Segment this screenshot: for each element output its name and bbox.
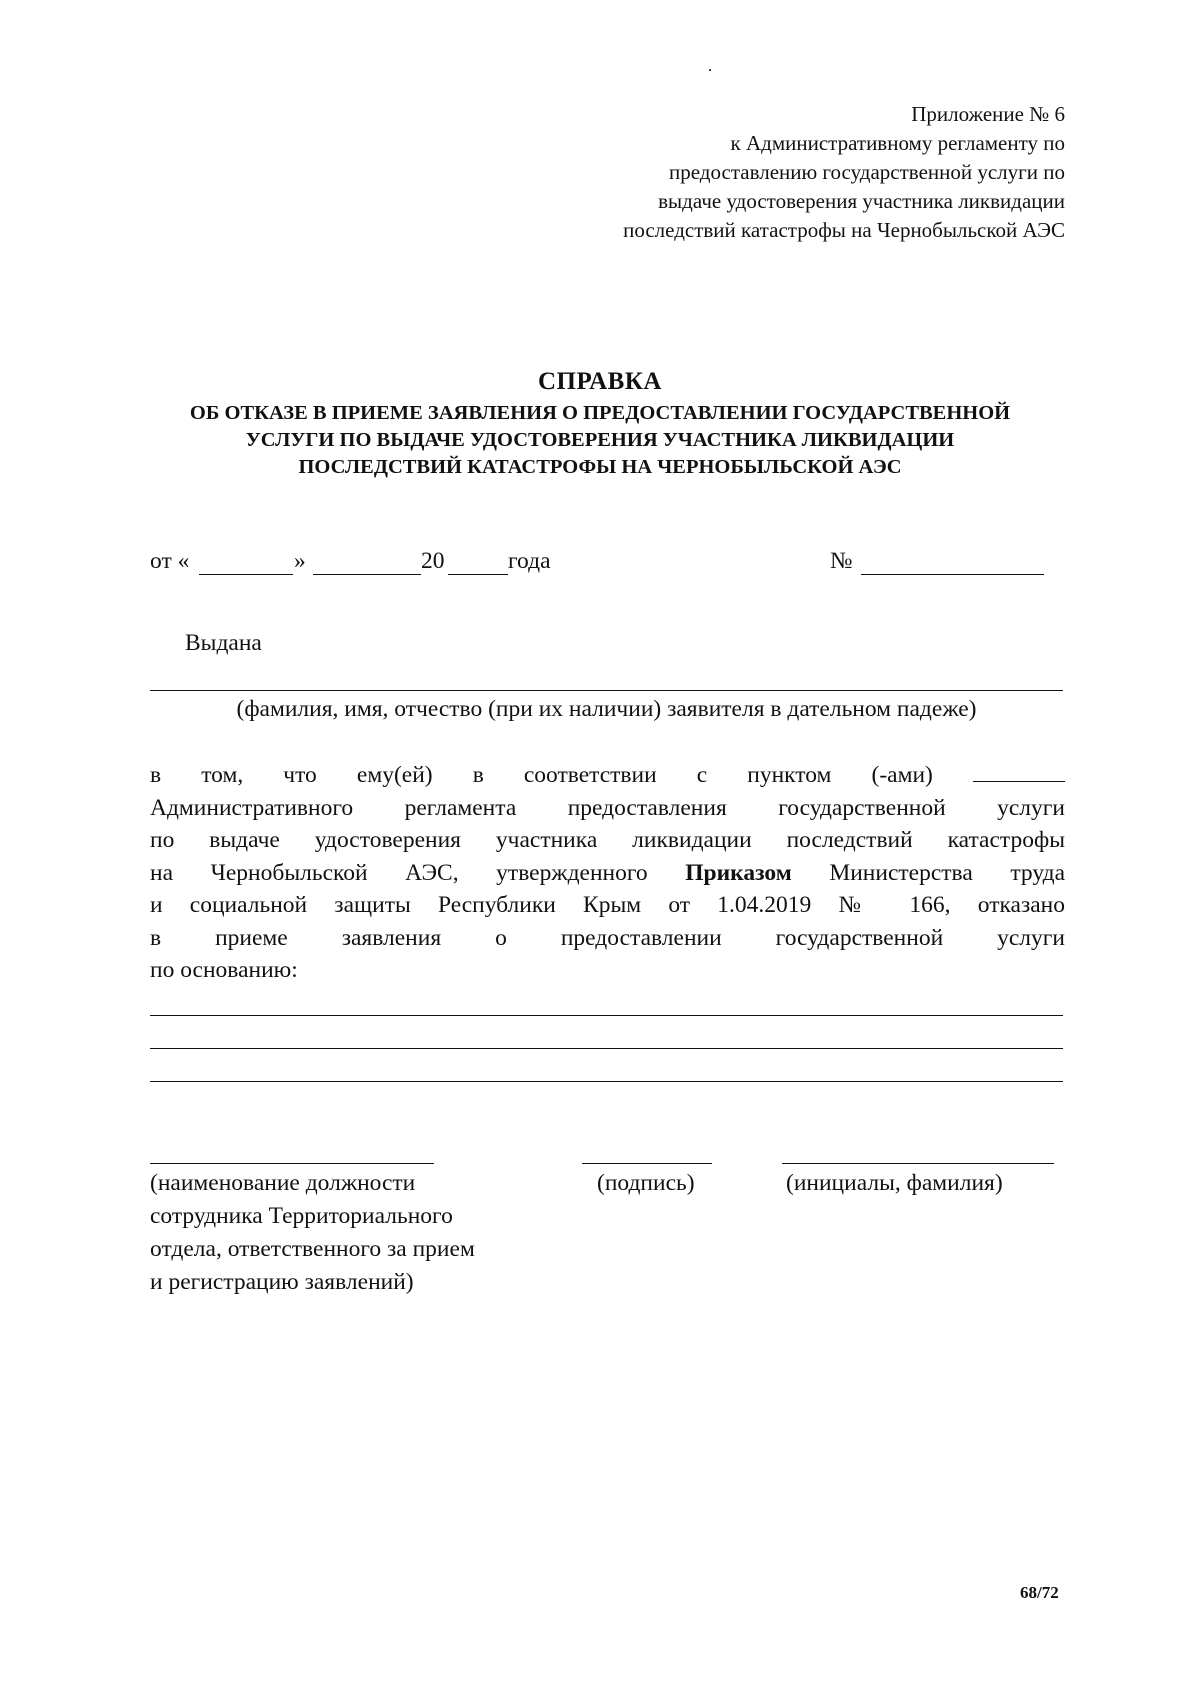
date-century: 20 — [421, 548, 445, 574]
date-close-quote: » — [294, 548, 306, 574]
caption-line: и регистрацию заявлений) — [150, 1269, 414, 1295]
subtitle-line: ОБ ОТКАЗЕ В ПРИЕМЕ ЗАЯВЛЕНИЯ О ПРЕДОСТАВЛЕНИИ ГОСУДАРСТВЕННОЙ — [189, 402, 1011, 424]
number-sign: № — [830, 548, 853, 574]
appendix-line: выдаче удостоверения участника ликвидации — [658, 189, 1065, 213]
body-word: в — [472, 762, 484, 788]
body-word: пунктом — [747, 762, 832, 788]
body-line: Административного регламента предоставления государственной услуги — [150, 794, 1065, 821]
date-year-word: года — [508, 548, 551, 574]
reason-blank-line[interactable] — [150, 1048, 1063, 1049]
body-line: по основанию: — [150, 957, 298, 983]
body-word: с — [696, 762, 708, 788]
position-caption — [150, 1167, 475, 1299]
body-word: ему(ей) — [356, 762, 433, 788]
signature-caption: (подпись) — [597, 1170, 695, 1196]
body-text: на Чернобыльской АЭС, утвержденного — [150, 859, 648, 886]
position-blank-line[interactable] — [150, 1163, 434, 1164]
body-line — [150, 857, 1065, 890]
body-word: в — [150, 762, 162, 788]
year-blank-line[interactable] — [448, 574, 508, 575]
recipient-blank-line[interactable] — [150, 690, 1063, 691]
body-line: в приеме заявления о предоставлении государственной услуги — [150, 924, 1065, 951]
appendix-line: к Административному регламенту по — [730, 131, 1065, 155]
subtitle-line: УСЛУГИ ПО ВЫДАЧЕ УДОСТОВЕРЕНИЯ УЧАСТНИКА ЛИКВИДАЦИИ — [245, 429, 955, 451]
appendix-line: Приложение № 6 — [911, 102, 1065, 126]
body-line: по выдаче удостоверения участника ликвидации последствий катастрофы — [150, 827, 1065, 853]
date-prefix: от « — [150, 548, 190, 574]
caption-line: (наименование должности — [150, 1170, 416, 1196]
month-blank-line[interactable] — [313, 574, 421, 575]
reason-blank-line[interactable] — [150, 1015, 1063, 1016]
caption-line: отдела, ответственного за прием — [150, 1236, 475, 1262]
body-line: и социальной защиты Республики Крым от 1.04.2019 № 166, отказано — [150, 892, 1065, 918]
body-word: том, — [201, 762, 244, 788]
body-word: (-ами) — [871, 762, 933, 788]
reason-blank-line[interactable] — [150, 1081, 1063, 1082]
appendix-line: предоставлению государственной услуги по — [669, 160, 1065, 184]
body-paragraph — [150, 759, 1065, 987]
document-subtitle — [120, 400, 1080, 481]
order-keyword: Приказом — [685, 859, 792, 886]
name-caption: (инициалы, фамилия) — [786, 1170, 1003, 1196]
name-blank-line[interactable] — [782, 1163, 1054, 1164]
body-line — [150, 759, 1065, 792]
issued-label: Выдана — [185, 630, 262, 656]
page-number: 68/72 — [1020, 1583, 1059, 1602]
body-word: что — [283, 762, 317, 788]
body-text: Министерства труда — [829, 859, 1065, 886]
number-blank-line[interactable] — [861, 574, 1044, 575]
appendix-reference — [623, 100, 1065, 245]
appendix-line: последствий катастрофы на Чернобыльской АЭС — [623, 218, 1065, 242]
scan-speck — [709, 69, 711, 71]
caption-line: сотрудника Территориального — [150, 1203, 453, 1229]
signature-blank-line[interactable] — [582, 1163, 712, 1164]
clause-blank-line[interactable] — [973, 763, 1065, 782]
body-word: соответствии — [523, 762, 657, 788]
subtitle-line: ПОСЛЕДСТВИЙ КАТАСТРОФЫ НА ЧЕРНОБЫЛЬСКОЙ АЭС — [298, 456, 902, 478]
recipient-caption: (фамилия, имя, отчество (при их наличии) заявителя в дательном падеже) — [236, 696, 977, 722]
document-title: СПРАВКА — [538, 368, 662, 395]
day-blank-line[interactable] — [199, 574, 293, 575]
